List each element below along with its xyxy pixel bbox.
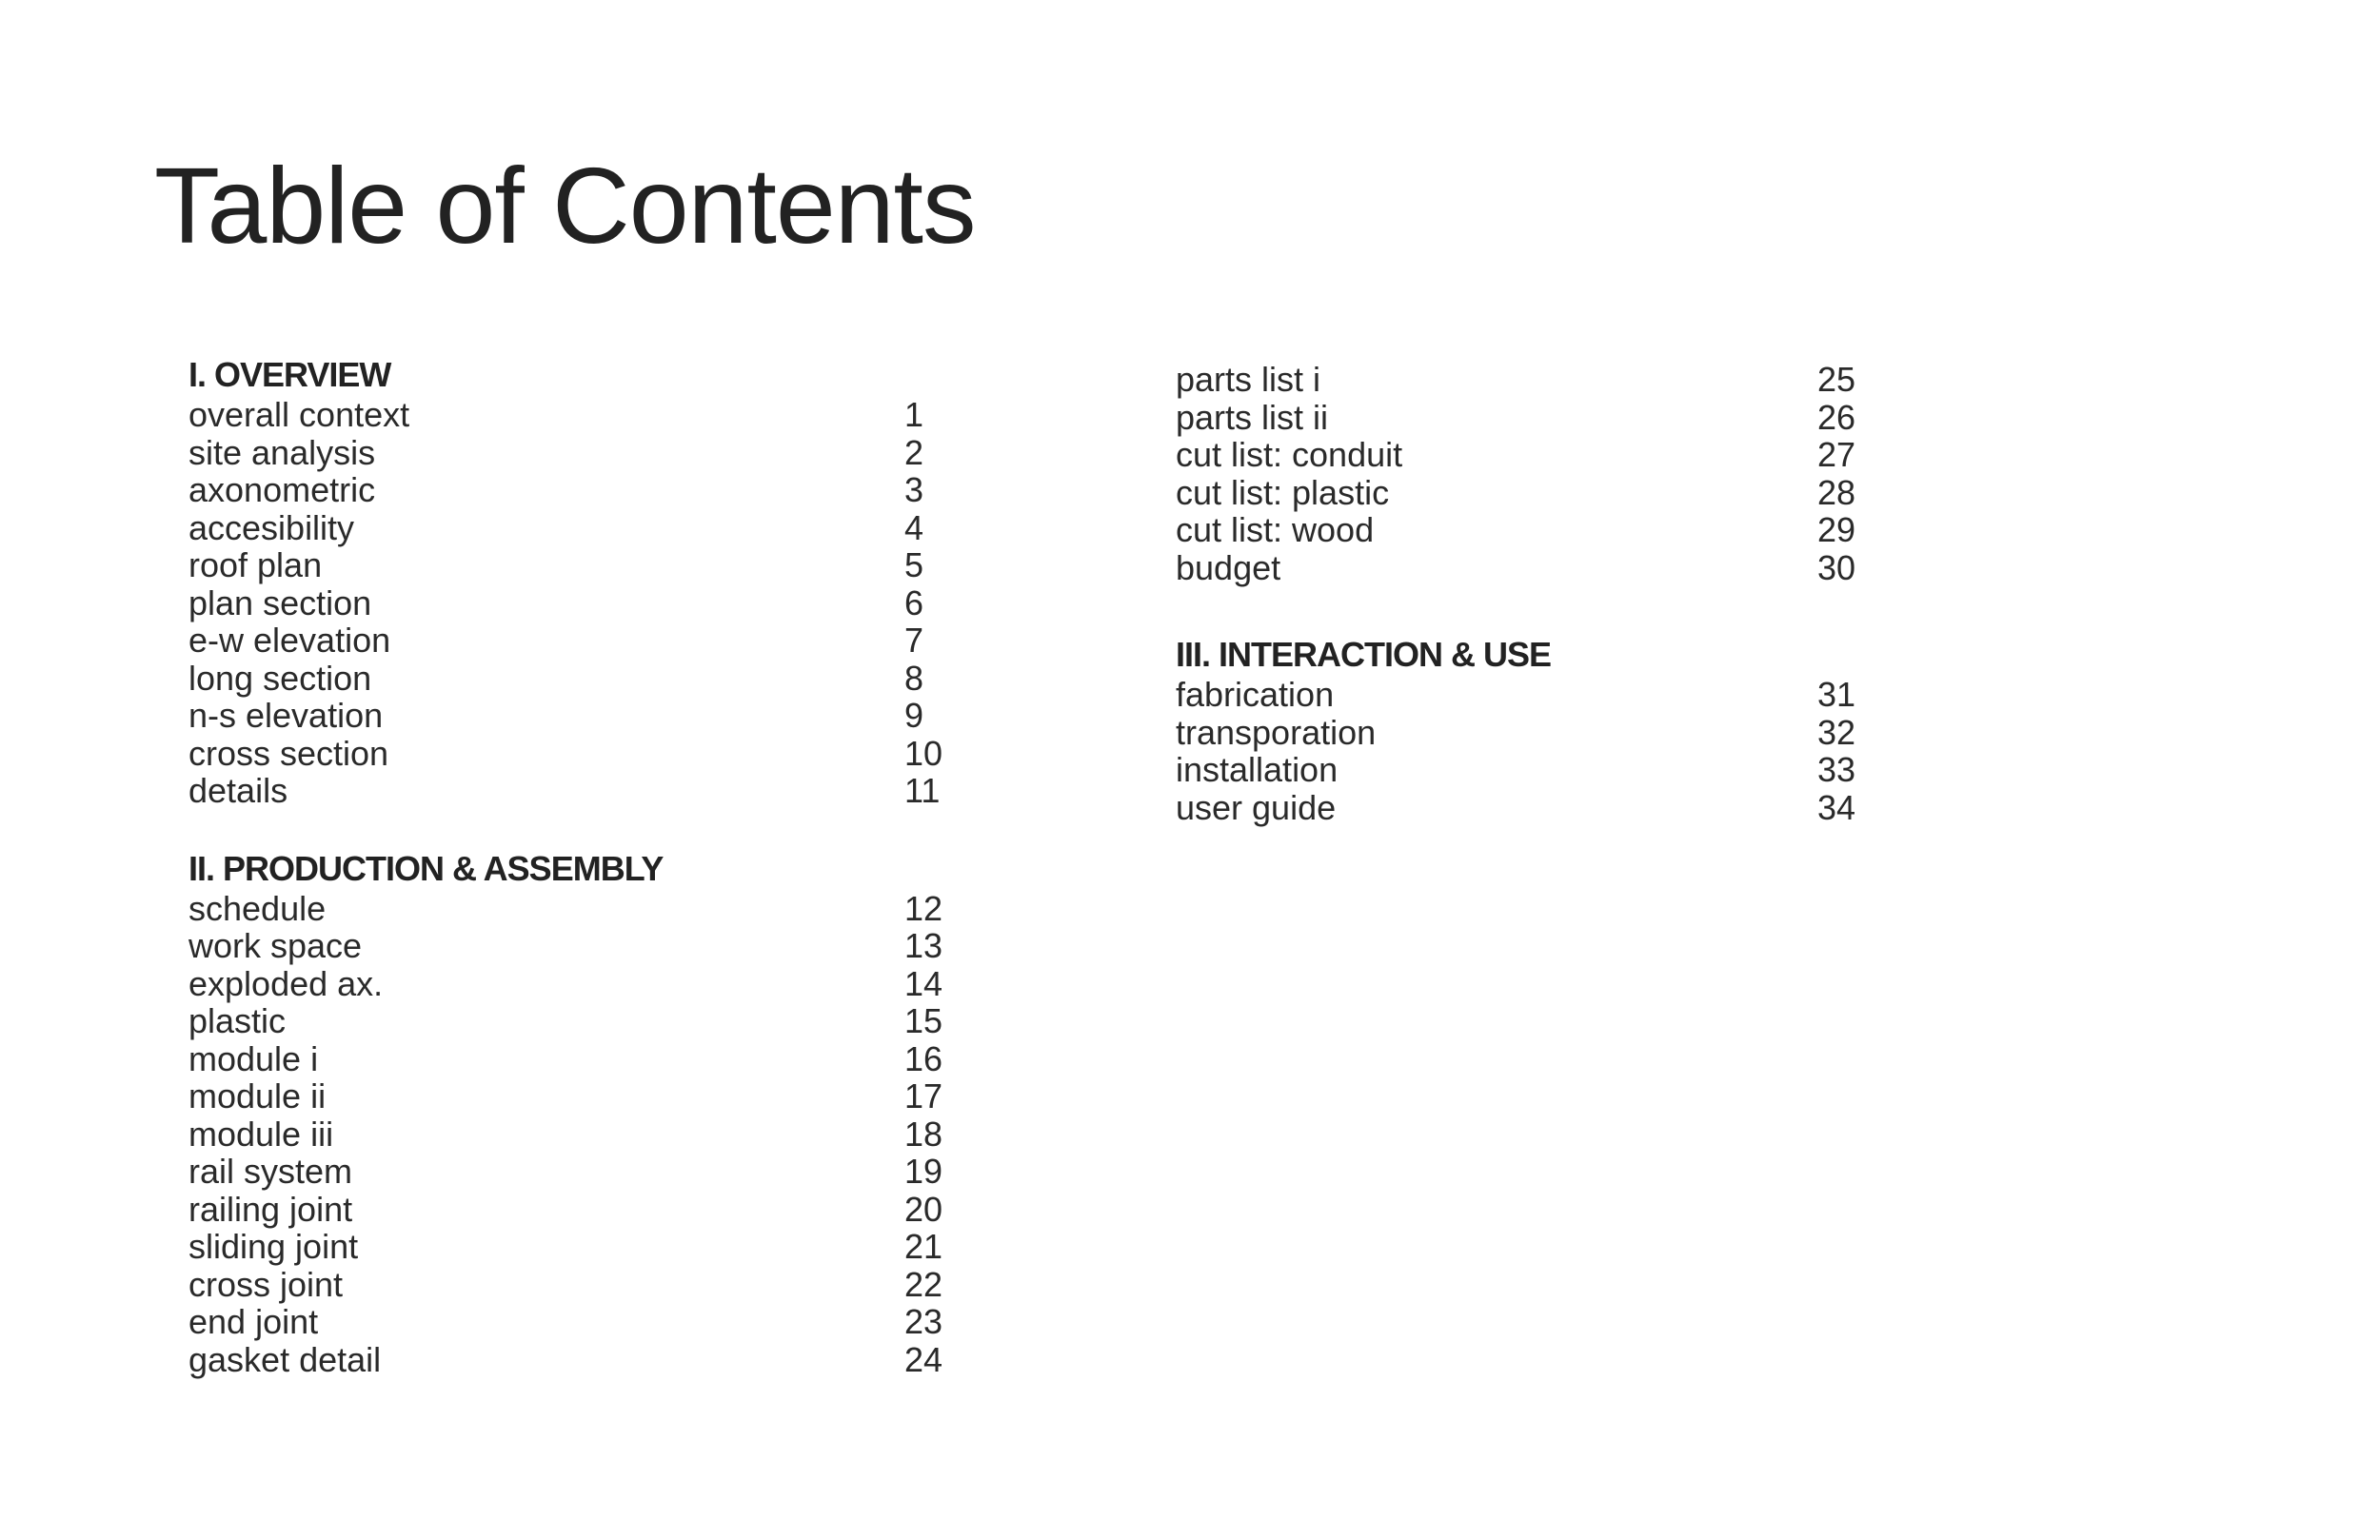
toc-entry-page-number: 5 xyxy=(904,545,924,584)
toc-entry[interactable] xyxy=(1176,361,1861,399)
toc-entry-label: budget xyxy=(1176,547,1281,587)
toc-entry-label: schedule xyxy=(188,888,327,928)
toc-entry[interactable] xyxy=(188,1002,950,1040)
toc-entry[interactable] xyxy=(188,890,950,928)
toc-entry-page-number: 9 xyxy=(904,696,924,735)
toc-entry-label: n-s elevation xyxy=(188,696,384,735)
toc-entry-page-number: 17 xyxy=(904,1076,943,1116)
toc-entry-page-number: 31 xyxy=(1817,675,1856,714)
toc-entry-label: cut list: wood xyxy=(1176,510,1375,549)
toc-entry-page-number: 21 xyxy=(904,1227,943,1266)
toc-entry[interactable] xyxy=(1176,549,1861,587)
toc-entry-page-number: 19 xyxy=(904,1152,943,1191)
toc-entry-page-number: 22 xyxy=(904,1264,943,1304)
toc-list-production-continued xyxy=(1176,361,1861,586)
toc-entry-page-number: 23 xyxy=(904,1302,943,1341)
toc-entry-label: cross joint xyxy=(188,1264,344,1304)
toc-entry-page-number: 34 xyxy=(1817,787,1856,827)
toc-entry-label: e-w elevation xyxy=(188,621,391,660)
toc-entry[interactable] xyxy=(188,1228,950,1266)
toc-entry-label: module ii xyxy=(188,1076,327,1116)
toc-entry-page-number: 24 xyxy=(904,1339,943,1379)
toc-entry[interactable] xyxy=(188,509,950,547)
toc-list-interaction xyxy=(1176,676,1861,826)
toc-entry-page-number: 14 xyxy=(904,963,943,1003)
toc-entry-page-number: 10 xyxy=(904,733,943,773)
toc-entry-label: details xyxy=(188,771,288,810)
toc-entry-page-number: 12 xyxy=(904,888,943,928)
toc-entry[interactable] xyxy=(188,1303,950,1341)
toc-entry-page-number: 13 xyxy=(904,926,943,965)
toc-entry-label: parts list i xyxy=(1176,360,1321,399)
toc-entry-label: fabrication xyxy=(1176,675,1335,714)
toc-entry[interactable] xyxy=(188,1153,950,1191)
toc-entry-label: cross section xyxy=(188,733,389,773)
toc-entry[interactable] xyxy=(188,1040,950,1078)
toc-entry-label: cut list: plastic xyxy=(1176,472,1390,512)
toc-entry[interactable] xyxy=(1176,789,1861,827)
toc-entry-label: site analysis xyxy=(188,432,376,472)
toc-entry[interactable] xyxy=(1176,436,1861,474)
toc-entry[interactable] xyxy=(188,660,950,698)
toc-entry-page-number: 2 xyxy=(904,432,924,472)
toc-entry-label: rail system xyxy=(188,1152,353,1191)
toc-entry-label: accesibility xyxy=(188,507,355,547)
toc-entry[interactable] xyxy=(188,1116,950,1154)
toc-entry-page-number: 26 xyxy=(1817,397,1856,437)
toc-entry-page-number: 32 xyxy=(1817,712,1856,752)
toc-entry[interactable] xyxy=(188,927,950,965)
toc-entry-page-number: 11 xyxy=(904,771,941,810)
toc-entry-label: parts list ii xyxy=(1176,397,1329,437)
toc-entry[interactable] xyxy=(188,1191,950,1229)
toc-entry-label: module iii xyxy=(188,1114,334,1154)
toc-entry-label: plastic xyxy=(188,1001,287,1040)
toc-entry-page-number: 18 xyxy=(904,1114,943,1154)
toc-entry[interactable] xyxy=(1176,474,1861,512)
toc-entry-label: long section xyxy=(188,658,372,698)
toc-entry-label: plan section xyxy=(188,582,372,622)
toc-entry-page-number: 15 xyxy=(904,1001,943,1040)
toc-column-right xyxy=(1176,361,1861,826)
toc-entry-label: module i xyxy=(188,1038,319,1078)
toc-entry[interactable] xyxy=(188,772,950,810)
toc-entry-page-number: 30 xyxy=(1817,547,1856,587)
toc-entry-page-number: 28 xyxy=(1817,472,1856,512)
toc-entry-label: roof plan xyxy=(188,545,323,584)
toc-entry-page-number: 29 xyxy=(1817,510,1856,549)
toc-entry-page-number: 25 xyxy=(1817,360,1856,399)
toc-column-left xyxy=(188,354,950,1378)
toc-entry-page-number: 3 xyxy=(904,470,924,509)
toc-entry-label: transporation xyxy=(1176,712,1377,752)
toc-entry[interactable] xyxy=(188,735,950,773)
toc-entry[interactable] xyxy=(188,622,950,660)
toc-entry-page-number: 4 xyxy=(904,507,924,547)
section-heading-production: II. PRODUCTION & ASSEMBLY xyxy=(188,848,664,888)
toc-entry-page-number: 7 xyxy=(904,621,924,660)
toc-entry-label: end joint xyxy=(188,1302,319,1341)
toc-entry[interactable] xyxy=(1176,399,1861,437)
toc-entry[interactable] xyxy=(188,1266,950,1304)
toc-entry-label: user guide xyxy=(1176,787,1337,827)
section-heading-overview: I. OVERVIEW xyxy=(188,355,391,394)
toc-entry-page-number: 20 xyxy=(904,1189,943,1229)
toc-entry[interactable] xyxy=(1176,751,1861,789)
toc-entry-label: cut list: conduit xyxy=(1176,435,1403,474)
toc-list-production xyxy=(188,890,950,1379)
toc-entry[interactable] xyxy=(188,965,950,1003)
toc-entry[interactable] xyxy=(188,434,950,472)
toc-entry-page-number: 16 xyxy=(904,1038,943,1078)
toc-entry[interactable] xyxy=(188,1077,950,1116)
toc-entry-label: installation xyxy=(1176,750,1339,789)
toc-entry[interactable] xyxy=(188,584,950,622)
toc-entry-label: gasket detail xyxy=(188,1339,382,1379)
toc-entry-label: work space xyxy=(188,926,363,965)
toc-entry[interactable] xyxy=(1176,676,1861,714)
toc-entry-label: axonometric xyxy=(188,470,376,509)
toc-list-overview xyxy=(188,396,950,810)
toc-entry-page-number: 27 xyxy=(1817,435,1856,474)
toc-entry-label: sliding joint xyxy=(188,1227,359,1266)
toc-entry[interactable] xyxy=(188,396,950,434)
toc-entry[interactable] xyxy=(188,546,950,584)
section-heading-interaction: III. INTERACTION & USE xyxy=(1176,635,1552,674)
toc-entry-label: exploded ax. xyxy=(188,963,384,1003)
toc-entry-page-number: 33 xyxy=(1817,750,1856,789)
toc-entry[interactable] xyxy=(1176,714,1861,752)
toc-entry[interactable] xyxy=(188,471,950,509)
toc-entry-label: railing joint xyxy=(188,1189,353,1229)
toc-entry-page-number: 8 xyxy=(904,658,924,698)
toc-entry-label: overall context xyxy=(188,395,410,434)
toc-entry[interactable] xyxy=(188,1341,950,1379)
toc-entry-page-number: 1 xyxy=(904,395,924,434)
page-title: Table of Contents xyxy=(154,146,976,266)
toc-entry[interactable] xyxy=(1176,511,1861,549)
toc-entry-page-number: 6 xyxy=(904,582,924,622)
toc-entry[interactable] xyxy=(188,697,950,735)
